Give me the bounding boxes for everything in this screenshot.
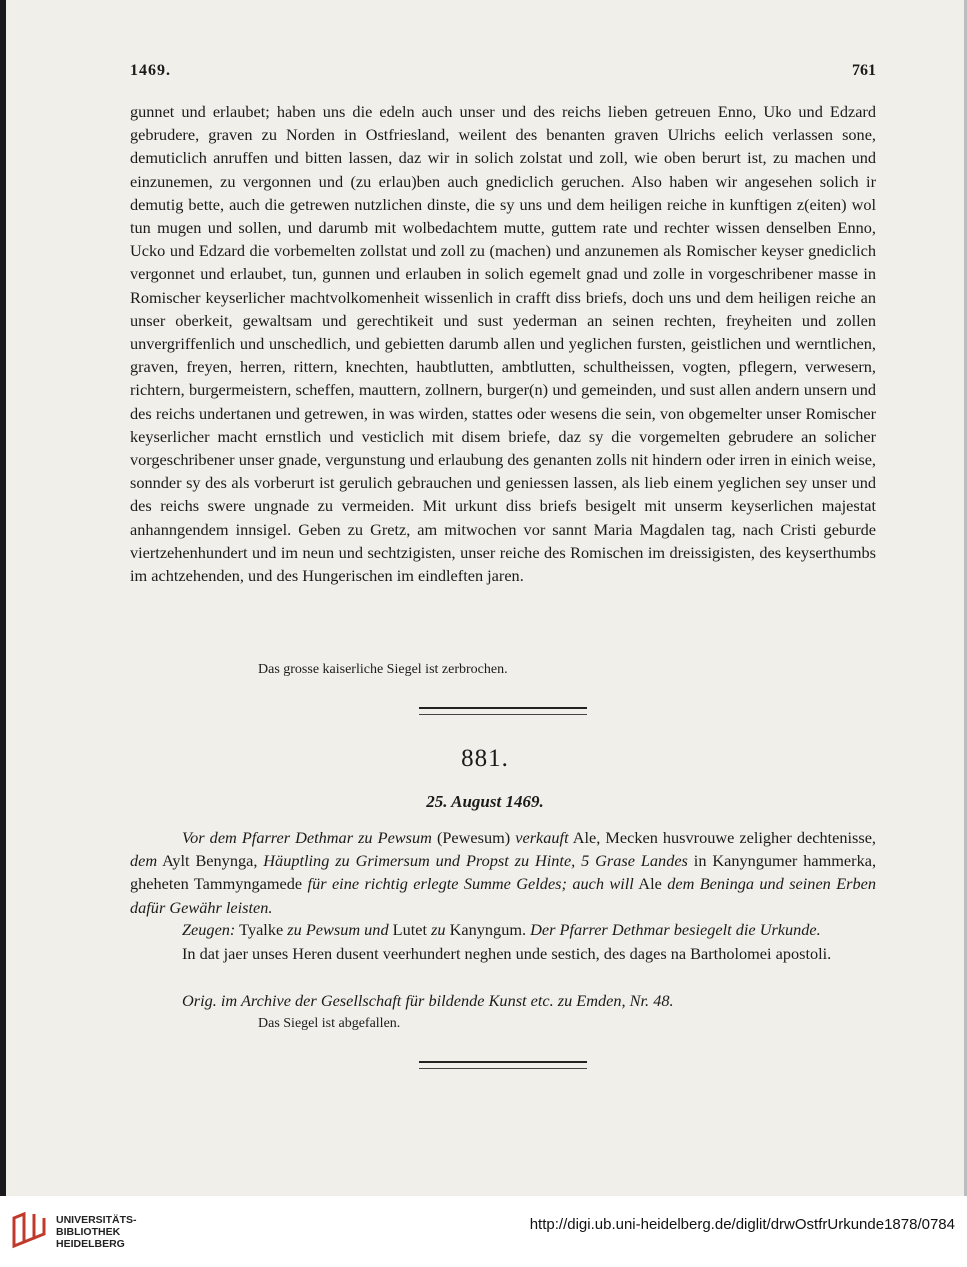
regest-part: (Pewesum)	[431, 828, 516, 847]
regest-part: dem Beninga und seinen Erben dafür Gewähr leisten.	[130, 874, 876, 917]
permalink-url[interactable]: http://digi.ub.uni-heidelberg.de/diglit/drwOstfrUrkunde1878/0784	[529, 1216, 955, 1233]
witnesses-line	[130, 918, 876, 941]
library-name	[56, 1214, 137, 1250]
charter-text: gunnet und erlaubet; haben uns die edeln auch unser und des reichs lieben getreuen Enno, Uko und Edzard gebrudere, graven zu Norden in Ostfriesland, weilent des benanten graven Ulrichs eelich verlassen sone, demuticlich anruffen und bitten lassen, daz wir in solich zolstat und zoll, wie oben berurt ist, zu machen und einzunemen, zu vergonnen und (zu erlau)ben auch gnediclich geruchen. Also haben wir angesehen solich ir demutig bette, auch die getrewen nutzlichen dinste, die sy uns und dem heiligen reiche in kunftigen z(eiten) wol tun mugen und sollen, und darumb mit wolbedachtem mutte, guttem rate und rechter wissen denselben Enno, Ucko und Edzard die vorbemelten zollstat und zoll zu (machen) und anzunemen als Romischer keyser gnediclich vergonnet und erlaubet, tun, gunnen und erlauben in solich egemelt gnad und zolle in vorgeschribener masse in Romischer keyserlicher machtvolkomenheit wissenlich in crafft diss briefs, doch uns und dem heiligen reiche an unser oberkeit, gewaltsam und gerechtikeit und sust yederman an seinen rechten, freyheiten und zollen unvergriffenlich und unschedlich, und gebietten darumb allen und yeglichen fursten, geistlichen und werntlichen, graven, freyen, herren, rittern, knechten, haubtlutten, ambtlutten, schultheissen, vogten, pflegern, verwesern, richtern, burgermeistern, scheffen, mauttern, zollnern, burger(n) und gemeinden, und sust allen andern unsern und des reichs undertanen und getrewen, in was wirden, stattes oder wesens die sein, von obgemelter unser Romischer keyserlicher macht ernstlich und vesticlich mit disem briefe, daz sy die vorgemelten gebrudere an solicher vorgeschribener unser gnade, vergunstung und erlaubung des genanten zolls nit hindern oder irren in einich weise, sonnder sy des als vorberurt ist gerulich gebrauchen und geniessen lassen, als lieb einem yeglichen sey unser und des reichs swere ungnade zu vermeiden. Mit urkunt diss briefs besigelt mit unserm keyserlichen majestat anhanngendem innsigel. Geben zu Gretz, am mitwochen vor sannt Maria Magdalen tag, nach Cristi geburde viertzehenhundert und im neun und sechtzigisten, unser reiche des Romischen im dreissigisten, des keyserthumbs im achtzehenden, und des Hungerischen im eindleften jaren.	[130, 102, 876, 586]
witness-part: Der Pfarrer Dethmar besiegelt die Urkunde.	[530, 920, 821, 939]
regest-part: für eine richtig erlegte Summe Geldes; auch will	[307, 874, 634, 894]
library-name-line: UNIVERSITÄTS-	[56, 1214, 137, 1226]
library-logo-icon	[10, 1210, 50, 1250]
regest-part: Vor dem Pfarrer Dethmar zu Pewsum	[182, 828, 432, 847]
document-number: 881.	[461, 745, 509, 772]
witness-part: Lutet	[388, 920, 432, 939]
section-divider	[419, 707, 587, 715]
library-name-line: HEIDELBERG	[56, 1238, 125, 1250]
regest-part: Ale, Mecken husvrouwe zeligher dechtenisse,	[568, 828, 876, 847]
regest-part: Ale	[633, 874, 668, 894]
running-head-year: 1469.	[130, 62, 171, 79]
regest-part: Aylt Benynga,	[157, 851, 264, 871]
running-head	[130, 62, 876, 86]
regest-part: in Kanyngumer hammerka, gheheten Tammyngamede	[130, 851, 877, 894]
witness-part: Kanyngum.	[445, 920, 531, 939]
book-page	[6, 0, 964, 1196]
end-divider	[419, 1061, 587, 1069]
library-name-line: BIBLIOTHEK	[56, 1226, 121, 1238]
witness-part: Tyalke	[235, 920, 288, 939]
witness-part: zu Pewsum und	[287, 920, 389, 939]
seal-note-imperial: Das grosse kaiserliche Siegel ist zerbrochen.	[258, 662, 508, 677]
seal-note-fallen: Das Siegel ist abgefallen.	[258, 1016, 401, 1031]
regest-paragraph	[130, 826, 876, 919]
page-number: 761	[852, 62, 876, 79]
document-date: 25. August 1469.	[426, 792, 544, 811]
document-text: In dat jaer unses Heren dusent veerhundert neghen unde sestich, des dages na Bartholomei apostoli.	[182, 944, 832, 963]
regest-part: verkauft	[515, 828, 569, 847]
witnesses-label: Zeugen:	[182, 920, 236, 939]
regest-part: dem	[130, 851, 158, 871]
source-note: Orig. im Archive der Gesellschaft für bildende Kunst etc. zu Emden, Nr. 48.	[182, 991, 674, 1010]
regest-part: Häuptling zu Grimersum und Propst zu Hinte, 5 Grase Landes	[263, 851, 688, 871]
digitization-footer	[0, 1196, 967, 1267]
witness-part: zu	[431, 920, 446, 939]
